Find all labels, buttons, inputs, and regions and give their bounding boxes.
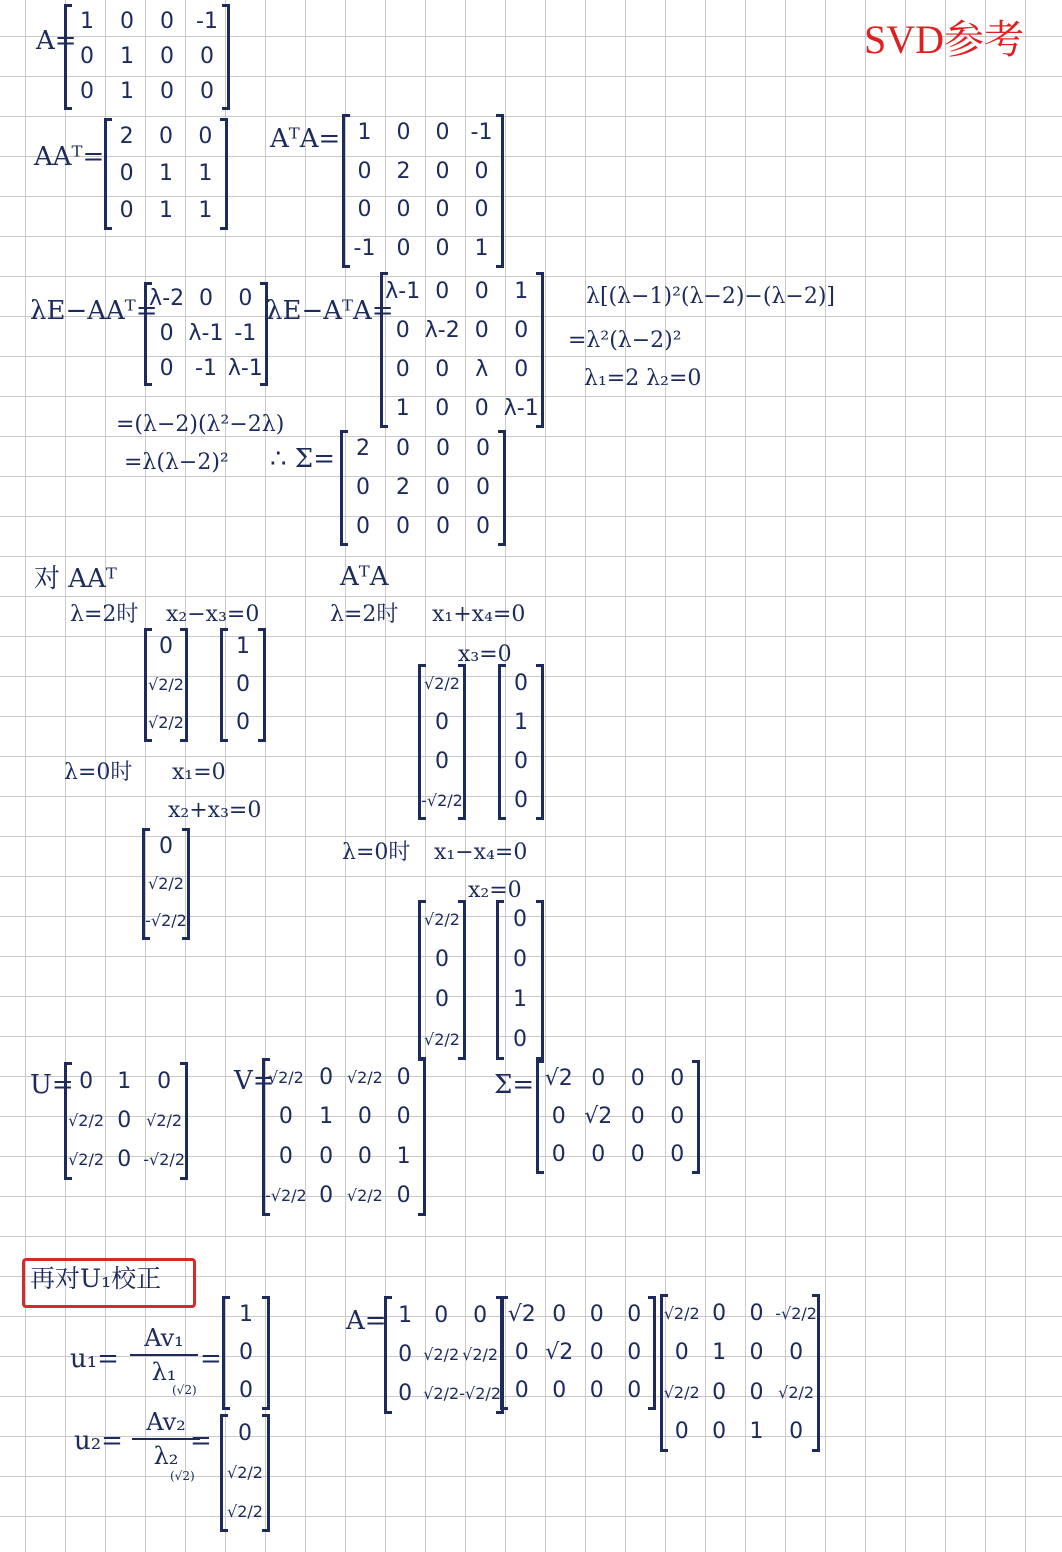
matrix-cell: √2/2 [227,1462,263,1482]
label-lame-aat: λE−AAᵀ= [30,296,158,326]
matrix-cell: 1 [395,395,410,421]
matrix-cell: 0 [395,317,410,343]
u1-sub: (√2) [172,1383,197,1397]
matrix-cell: 0 [712,1419,727,1445]
matrix-cell: 0 [476,436,490,462]
matrix-final-sigma [500,1296,656,1410]
matrix-cell: 0 [670,1066,685,1091]
matrix-cell: 1 [514,709,528,735]
matrix-cell: 0 [434,1302,449,1328]
label-aat: AAᵀ= [34,142,105,172]
matrix-sigma2 [536,1060,700,1174]
matrix-cell: 0 [589,1378,604,1403]
matrix-grid [107,118,225,230]
matrix-cell: 0 [435,356,450,382]
matrix-cell: 0 [712,1379,727,1405]
ata-lambda0-eq1: x₁−x₄=0 [434,840,528,865]
ata-lambda0-eq2: x₂=0 [468,878,522,903]
aat-lambda2-eq: x₂−x₃=0 [166,602,260,627]
matrix-cell: 1 [749,1419,764,1445]
matrix-cell: √2/2 [146,1110,183,1130]
matrix-cell: 0 [749,1379,764,1405]
matrix-cell: 0 [514,670,528,696]
matrix-cell: √2/2 [424,910,460,929]
label-lame-ata: λE−AᵀA= [266,296,394,326]
matrix-cell: 0 [160,8,174,34]
matrix-cell: 0 [749,1300,764,1326]
matrix-cell: 0 [435,987,449,1012]
matrix-cell: 0 [435,395,450,421]
matrix-a [64,4,230,110]
matrix-cell: 0 [436,436,450,462]
matrix-cell: 0 [514,1378,529,1403]
matrix-grid [147,282,265,386]
matrix-cell: √2/2 [346,1067,383,1087]
matrix-cell: 0 [200,79,214,105]
matrix-cell: 0 [396,235,411,261]
matrix-cell: 0 [239,1340,253,1365]
matrix-cell: 1 [158,198,173,224]
matrix-cell: 0 [551,1142,566,1167]
matrix-cell: 0 [198,123,213,149]
matrix-cell: √2/2 [148,713,184,732]
matrix-cell: 0 [514,748,528,774]
matrix-cell: 1 [239,1302,253,1327]
matrix-cell: 0 [398,1341,413,1367]
matrix-cell: 0 [627,1340,642,1365]
matrix-cell: 1 [198,198,213,224]
matrix-cell: -1 [234,320,257,346]
matrix-cell: 0 [474,158,489,184]
matrix-cell: 2 [396,158,411,184]
matrix-cell: 0 [159,355,174,381]
matrix-v [262,1058,426,1216]
matrix-u [64,1062,188,1180]
matrix-cell: 0 [157,1068,172,1094]
matrix-cell: 1 [198,160,213,186]
matrix-grid [145,828,187,940]
aat-eigvec-3 [142,828,190,940]
u2-denominator: λ₂ [153,1442,179,1470]
matrix-cell: 0 [160,43,174,69]
label-sigma: ∴ Σ= [270,444,335,474]
matrix-cell: 1 [396,1143,411,1169]
matrix-cell: 0 [435,158,450,184]
matrix-cell: 0 [435,748,449,774]
u1-fraction [130,1324,198,1386]
matrix-cell: 0 [789,1419,804,1445]
ata-eigvec-3 [418,900,466,1060]
aat-det-line1: =(λ−2)(λ²−2λ) [116,412,285,437]
matrix-cell: 0 [436,474,450,500]
matrix-cell: 0 [357,158,372,184]
matrix-cell: 0 [674,1419,689,1445]
u1-denominator: λ₁ [151,1358,177,1386]
ata-lambda2: λ=2时 [330,602,399,627]
matrix-cell: 0 [591,1142,606,1167]
u2-lhs: u₂= [74,1426,123,1456]
matrix-cell: 0 [357,1104,372,1130]
matrix-cell: √2/2 [778,1382,815,1402]
matrix-cell: 0 [238,286,253,312]
matrix-ata [342,114,504,268]
matrix-cell: 0 [552,1302,567,1327]
matrix-grid [225,1296,267,1410]
matrix-lame-ata [380,272,544,428]
matrix-final-u [384,1296,504,1414]
matrix-cell: 0 [80,79,94,105]
matrix-cell: 0 [627,1302,642,1327]
matrix-cell: 1 [319,1104,334,1130]
matrix-cell: 0 [159,833,173,859]
matrix-cell: 0 [712,1300,727,1326]
ata-lambda2-eq1: x₁+x₄=0 [432,602,526,627]
u2-sub: (√2) [170,1469,195,1483]
matrix-cell: 1 [120,79,134,105]
matrix-cell: 0 [514,787,528,813]
matrix-cell: 0 [630,1104,645,1129]
matrix-cell: 0 [160,79,174,105]
matrix-cell: λ-2 [424,317,460,343]
matrix-cell: √2/2 [68,1150,105,1170]
ata-eigvec-4 [496,900,544,1060]
matrix-cell: 0 [396,197,411,223]
matrix-cell: 0 [319,1064,334,1090]
ata-lambda2-eq2: x₃=0 [458,642,512,667]
matrix-cell: λ-1 [385,278,421,304]
matrix-cell: √2 [507,1302,536,1327]
matrix-cell: √2/2 [424,673,460,693]
matrix-cell: 0 [158,123,173,149]
matrix-cell: √2 [584,1104,613,1129]
matrix-cell: 0 [589,1302,604,1327]
matrix-cell: 0 [630,1142,645,1167]
matrix-cell: 0 [513,907,527,932]
matrix-cell: 0 [236,710,250,735]
matrix-cell: -1 [470,120,493,146]
matrix-lame-aat [144,282,268,386]
matrix-cell: -1 [195,355,217,381]
matrix-cell: 0 [117,1147,132,1173]
matrix-cell: 0 [513,947,527,972]
u1-numerator: Av₁ [130,1324,198,1356]
matrix-cell: √2/2 [424,1030,460,1049]
matrix-cell: 0 [395,356,410,382]
matrix-cell: -√2/2 [421,790,463,810]
aat-lambda0: λ=0时 [64,760,133,785]
matrix-cell: λ-2 [149,286,185,312]
matrix-cell: √2/2 [148,675,184,694]
matrix-cell: √2/2 [227,1502,263,1522]
matrix-grid [345,114,501,268]
matrix-grid [67,1062,185,1180]
matrix-cell: 0 [236,672,250,697]
matrix-cell: √2/2 [663,1382,700,1402]
matrix-grid [499,900,541,1060]
matrix-cell: 0 [630,1066,645,1091]
matrix-cell: 0 [514,1340,529,1365]
matrix-cell: 0 [357,1143,372,1169]
matrix-cell: 1 [80,8,94,34]
matrix-cell: 0 [278,1104,293,1130]
matrix-cell: 0 [551,1104,566,1129]
aat-det-line2: =λ(λ−2)² [124,450,229,475]
matrix-cell: 0 [674,1340,689,1366]
matrix-cell: 0 [159,320,174,346]
matrix-cell: 0 [319,1183,334,1209]
ata-det-line1: λ[(λ−1)²(λ−2)−(λ−2)] [586,284,835,309]
matrix-cell: √2/2 [423,1344,460,1364]
matrix-cell: 1 [236,634,250,659]
matrix-cell: 0 [396,1064,411,1090]
matrix-cell: 0 [356,474,370,500]
matrix-cell: √2/2 [267,1067,304,1087]
matrix-cell: 1 [357,120,372,146]
matrix-cell: √2/2 [423,1384,460,1404]
matrix-cell: -√2/2 [459,1384,501,1404]
matrix-cell: 0 [120,8,134,34]
matrix-final-vt [660,1294,820,1452]
matrix-cell: √2/2 [68,1110,105,1130]
matrix-cell: 0 [552,1378,567,1403]
label-ata: AᵀA= [270,124,341,154]
matrix-cell: √2 [545,1340,574,1365]
matrix-cell: 0 [789,1340,804,1366]
matrix-cell: 0 [396,513,410,539]
matrix-grid [387,1296,501,1414]
matrix-grid [663,1294,817,1452]
matrix-cell: 0 [435,947,449,972]
matrix-cell: 0 [200,43,214,69]
aat-lambda0-eq1: x₁=0 [172,760,226,785]
ata-lambda0: λ=0时 [342,840,411,865]
matrix-cell: 0 [356,513,370,539]
matrix-grid [421,664,463,820]
matrix-cell: √2 [544,1066,573,1091]
matrix-cell: 0 [436,513,450,539]
label-v: V= [234,1066,275,1096]
matrix-cell: 0 [396,1183,411,1209]
matrix-cell: √2/2 [148,873,184,893]
matrix-sigma [340,430,506,546]
matrix-cell: 1 [474,235,489,261]
matrix-cell: 0 [319,1143,334,1169]
aat-lambda0-eq2: x₂+x₃=0 [168,798,262,823]
matrix-grid [223,1414,267,1532]
matrix-cell: 0 [476,474,490,500]
matrix-aat [104,118,228,230]
aat-lambda2: λ=2时 [70,602,139,627]
u2-numerator: Av₂ [132,1408,200,1440]
matrix-cell: 0 [435,120,450,146]
matrix-cell: 0 [476,513,490,539]
label-ata-head: AᵀA [340,562,389,592]
matrix-cell: 1 [514,278,529,304]
matrix-cell: 0 [159,634,173,659]
matrix-cell: 2 [356,436,370,462]
matrix-cell: 0 [435,197,450,223]
label-a: A= [36,26,77,56]
matrix-cell: 0 [278,1143,293,1169]
matrix-grid [147,628,185,742]
matrix-cell: 0 [514,356,529,382]
matrix-cell: 0 [474,395,489,421]
matrix-cell: 2 [396,474,410,500]
matrix-grid [67,4,227,110]
u1-lhs: u₁= [70,1344,119,1374]
matrix-cell: 0 [627,1378,642,1403]
matrix-cell: λ-1 [503,395,539,421]
matrix-cell: 0 [119,160,134,186]
matrix-cell: 1 [117,1068,132,1094]
matrix-cell: 0 [670,1104,685,1129]
matrix-grid [501,664,541,820]
aat-eigvec-2 [220,628,266,742]
matrix-cell: 0 [396,1104,411,1130]
matrix-grid [503,1296,653,1410]
matrix-cell: 1 [120,43,134,69]
verify-label: 再对U₁校正 [30,1264,162,1293]
matrix-cell: 1 [158,160,173,186]
matrix-cell: 0 [239,1378,253,1403]
matrix-cell: 0 [117,1107,132,1133]
matrix-cell: -1 [353,235,376,261]
u1-eq: = [200,1344,222,1374]
matrix-cell: 0 [474,278,489,304]
matrix-cell: 0 [198,286,213,312]
matrix-cell: 0 [79,1068,94,1094]
matrix-grid [223,628,263,742]
matrix-cell: 0 [435,235,450,261]
matrix-cell: 1 [398,1302,413,1328]
matrix-cell: -√2/2 [145,911,187,931]
label-u: U= [30,1070,74,1100]
u2-eq: = [190,1426,212,1456]
matrix-cell: 0 [119,198,134,224]
matrix-cell: λ [475,356,489,382]
matrix-cell: 0 [398,1381,413,1407]
matrix-cell: √2/2 [462,1344,499,1364]
vector-u1 [222,1296,270,1410]
matrix-cell: 1 [712,1340,727,1366]
matrix-grid [539,1060,697,1174]
ata-eigvec-1 [418,664,466,820]
matrix-grid [343,430,503,546]
label-for-aat: 对 AAᵀ [34,564,117,594]
matrix-cell: 1 [513,987,527,1012]
matrix-grid [421,900,463,1060]
matrix-cell: 0 [474,197,489,223]
matrix-cell: λ-1 [188,320,224,346]
matrix-cell: √2/2 [663,1303,700,1323]
matrix-cell: 0 [238,1420,252,1446]
matrix-grid [265,1058,423,1216]
matrix-cell: 0 [513,1027,527,1052]
matrix-cell: 0 [591,1066,606,1091]
matrix-cell: 0 [357,197,372,223]
matrix-cell: 0 [474,317,489,343]
matrix-grid [383,272,541,428]
matrix-cell: 0 [670,1142,685,1167]
matrix-cell: 0 [749,1340,764,1366]
matrix-cell: -√2/2 [143,1150,185,1170]
matrix-cell: 0 [396,436,410,462]
matrix-cell: -√2/2 [775,1303,817,1323]
matrix-cell: -1 [196,8,218,34]
matrix-cell: 0 [435,709,449,735]
ata-det-line2: =λ²(λ−2)² [568,328,682,353]
matrix-cell: -√2/2 [265,1186,307,1206]
matrix-cell: 0 [589,1340,604,1365]
matrix-cell: λ-1 [227,355,263,381]
matrix-cell: 0 [435,278,450,304]
vector-u2 [220,1414,270,1532]
matrix-cell: 0 [514,317,529,343]
matrix-cell: √2/2 [346,1186,383,1206]
matrix-cell: 0 [473,1302,488,1328]
page-title: SVD参考 [864,17,1025,62]
matrix-cell: 2 [119,123,134,149]
matrix-cell: 0 [396,120,411,146]
ata-eigenvalues: λ₁=2 λ₂=0 [584,366,702,391]
label-a-final: A= [346,1306,387,1336]
aat-eigvec-1 [144,628,188,742]
label-sigma2: Σ= [494,1070,535,1100]
ata-eigvec-2 [498,664,544,820]
matrix-cell: 0 [80,43,94,69]
